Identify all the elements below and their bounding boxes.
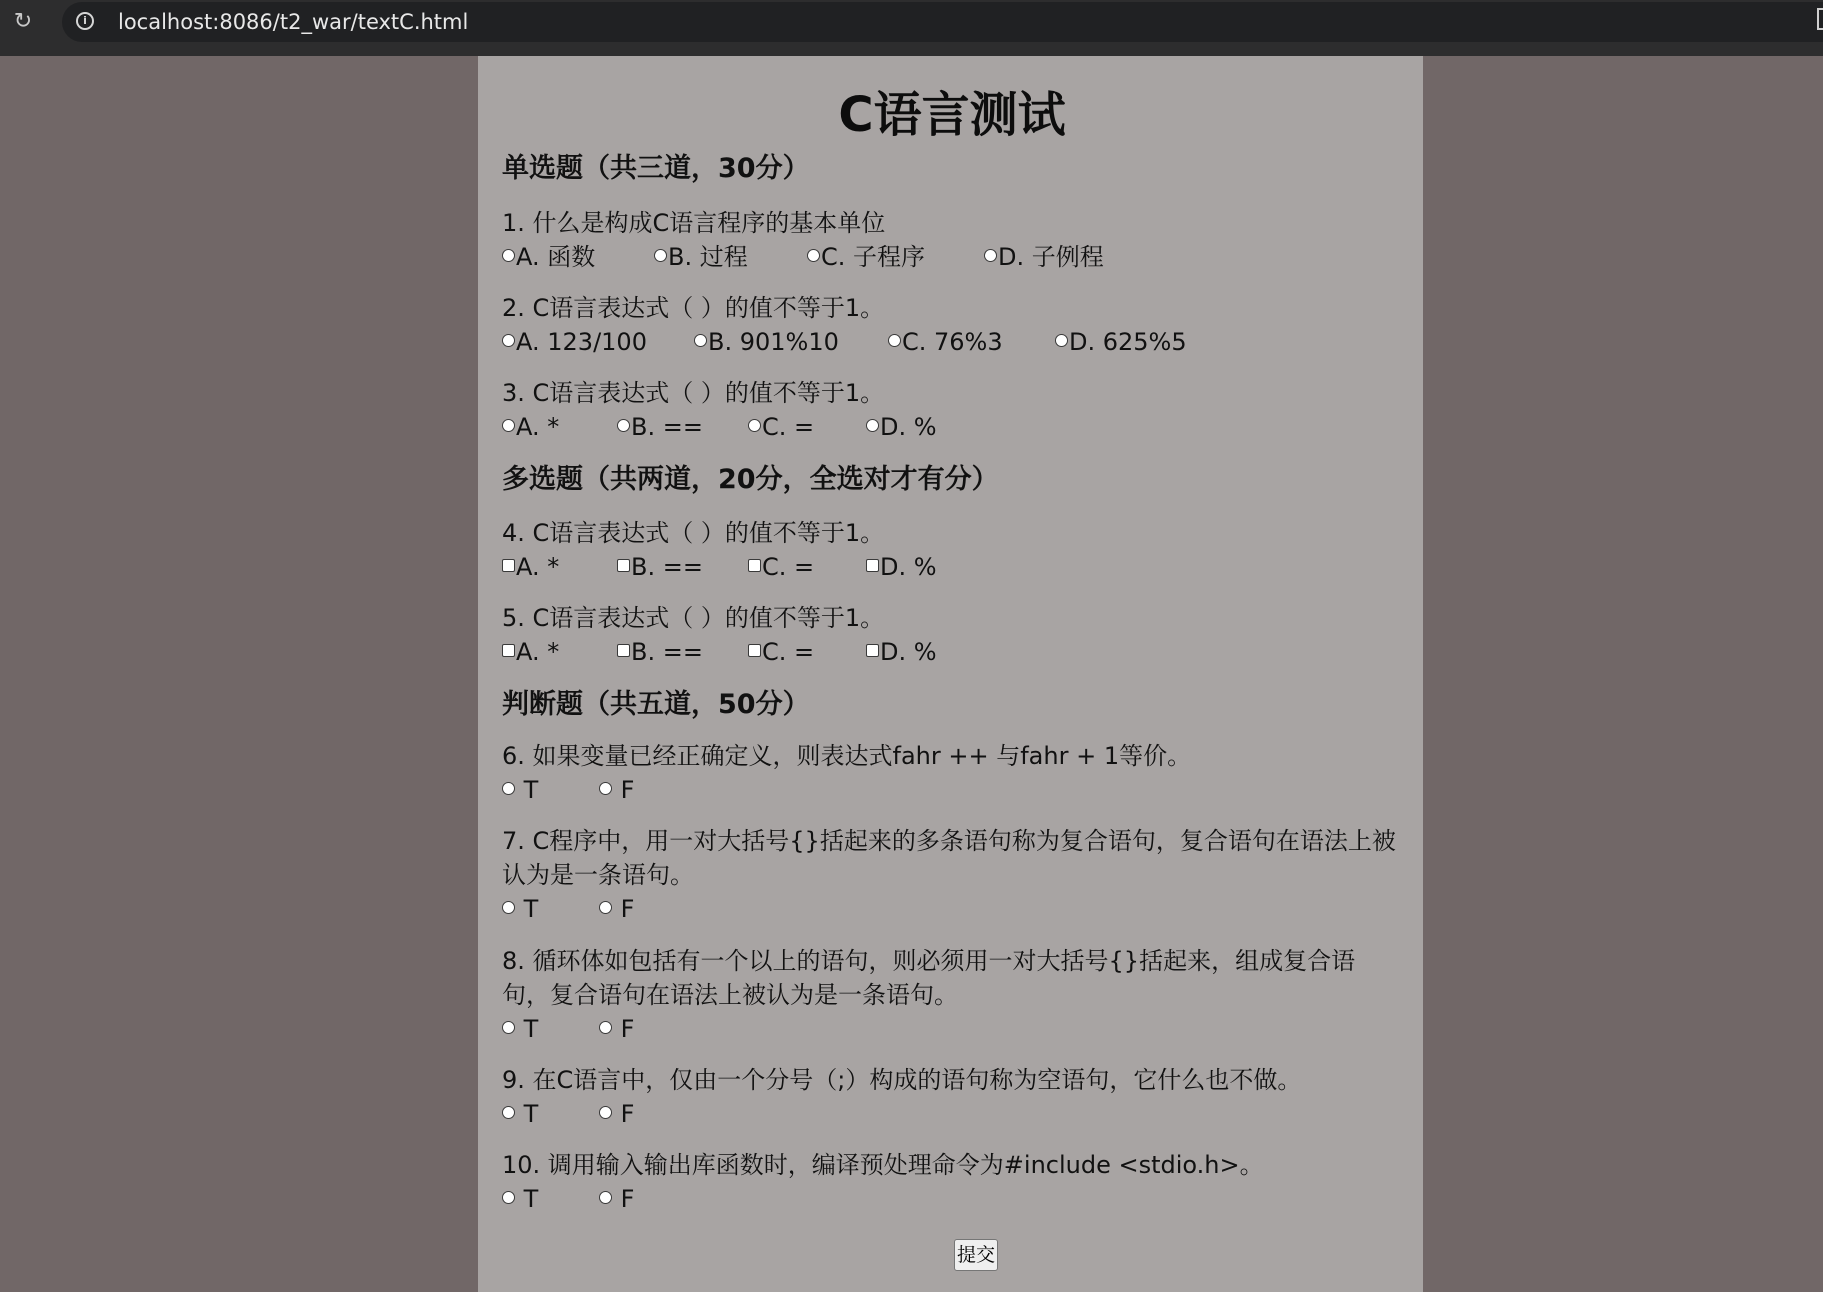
option-label: T [523,895,539,923]
option-label: F [620,1185,635,1213]
option-q4-d[interactable] [866,550,937,584]
checkbox[interactable] [502,559,515,572]
url-text[interactable]: localhost:8086/t2_war/textC.html [118,10,469,34]
option-q2-a[interactable] [502,325,647,359]
checkbox[interactable] [617,559,630,572]
option-q10-t[interactable] [502,1182,538,1216]
option-label: F [620,776,635,804]
question-text: 7. C程序中，用一对大括号{}括起来的多条语句称为复合语句，复合语句在语法上被认为是一条语句。 [502,827,1396,889]
option-label: F [620,895,635,923]
option-label: F [620,1015,635,1043]
question-text: 1. 什么是构成C语言程序的基本单位 [502,209,886,237]
section-title-multi: 多选题（共两道，20分，全选对才有分） [502,464,999,495]
option-label: C. = [762,638,815,666]
radio-button[interactable] [502,1106,515,1119]
radio-button[interactable] [866,419,879,432]
radio-button[interactable] [1055,334,1068,347]
question-text: 9. 在C语言中，仅由一个分号（;）构成的语句称为空语句，它什么也不做。 [502,1066,1302,1094]
side-panel-icon[interactable] [1817,8,1823,30]
page-title: C语言测试 [838,87,1066,143]
option-label: A. * [516,638,560,666]
option-q1-d[interactable] [984,240,1104,274]
option-q3-d[interactable] [866,410,937,444]
option-q8-f[interactable] [599,1012,634,1046]
checkbox[interactable] [748,644,761,657]
radio-button[interactable] [617,419,630,432]
option-q7-f[interactable] [599,892,634,926]
radio-button[interactable] [502,419,515,432]
option-q3-a[interactable] [502,410,559,444]
option-q7-t[interactable] [502,892,538,926]
question-text: 4. C语言表达式（ ）的值不等于1。 [502,519,885,547]
option-q5-a[interactable] [502,635,559,669]
option-label: C. 76%3 [902,328,1003,356]
option-label: A. * [516,553,560,581]
checkbox[interactable] [617,644,630,657]
option-label: B. 过程 [668,243,748,271]
radio-button[interactable] [748,419,761,432]
option-label: T [523,1015,539,1043]
question-text: 8. 循环体如包括有一个以上的语句，则必须用一对大括号{}括起来，组成复合语句，复合语句在语法上被认为是一条语句。 [502,947,1356,1009]
question-text: 10. 调用输入输出库函数时，编译预处理命令为#include <stdio.h>。 [502,1151,1264,1179]
option-q3-b[interactable] [617,410,703,444]
option-label: D. % [880,638,937,666]
option-q8-t[interactable] [502,1012,538,1046]
checkbox[interactable] [748,559,761,572]
question-text: 2. C语言表达式（ ）的值不等于1。 [502,294,885,322]
radio-button[interactable] [502,334,515,347]
checkbox[interactable] [502,644,515,657]
site-info-icon[interactable]: i [76,12,94,30]
radio-button[interactable] [654,249,667,262]
option-q6-f[interactable] [599,773,634,807]
radio-button[interactable] [694,334,707,347]
option-q1-c[interactable] [807,240,925,274]
option-label: T [523,1185,539,1213]
submit-button[interactable]: 提交 [954,1239,998,1271]
radio-button[interactable] [984,249,997,262]
radio-button[interactable] [888,334,901,347]
quiz-panel [478,56,1423,1292]
option-q1-a[interactable] [502,240,595,274]
radio-button[interactable] [502,1191,515,1204]
option-label: D. % [880,553,937,581]
option-q5-d[interactable] [866,635,937,669]
option-q6-t[interactable] [502,773,538,807]
option-label: A. * [516,413,560,441]
radio-button[interactable] [599,1021,612,1034]
radio-button[interactable] [599,782,612,795]
option-label: A. 函数 [516,243,596,271]
option-q4-a[interactable] [502,550,559,584]
option-label: C. = [762,413,815,441]
option-label: T [523,1100,539,1128]
radio-button[interactable] [599,1191,612,1204]
option-q4-b[interactable] [617,550,703,584]
option-q5-b[interactable] [617,635,703,669]
browser-toolbar [0,0,1823,56]
radio-button[interactable] [502,249,515,262]
option-label: F [620,1100,635,1128]
section-title-judge: 判断题（共五道，50分） [502,689,810,720]
option-q9-t[interactable] [502,1097,538,1131]
option-q10-f[interactable] [599,1182,634,1216]
option-q4-c[interactable] [748,550,814,584]
option-q2-d[interactable] [1055,325,1187,359]
reload-icon[interactable]: ↻ [13,9,33,34]
question-text: 3. C语言表达式（ ）的值不等于1。 [502,379,885,407]
address-bar[interactable] [62,2,1823,42]
option-label: D. 625%5 [1069,328,1187,356]
radio-button[interactable] [502,1021,515,1034]
option-q9-f[interactable] [599,1097,634,1131]
radio-button[interactable] [502,901,515,914]
option-label: C. 子程序 [821,243,926,271]
option-label: A. 123/100 [516,328,647,356]
radio-button[interactable] [599,1106,612,1119]
option-q2-b[interactable] [694,325,839,359]
option-q2-c[interactable] [888,325,1003,359]
option-label: B. == [631,413,703,441]
option-q3-c[interactable] [748,410,814,444]
option-label: B. == [631,638,703,666]
radio-button[interactable] [502,782,515,795]
option-label: C. = [762,553,815,581]
option-q1-b[interactable] [654,240,748,274]
question-text: 5. C语言表达式（ ）的值不等于1。 [502,604,885,632]
question-text: 6. 如果变量已经正确定义，则表达式fahr ++ 与fahr + 1等价。 [502,742,1192,770]
radio-button[interactable] [599,901,612,914]
radio-button[interactable] [807,249,820,262]
section-title-single: 单选题（共三道，30分） [502,153,810,184]
checkbox[interactable] [866,644,879,657]
option-q5-c[interactable] [748,635,814,669]
checkbox[interactable] [866,559,879,572]
option-label: T [523,776,539,804]
option-label: D. 子例程 [998,243,1104,271]
option-label: B. == [631,553,703,581]
option-label: B. 901%10 [708,328,839,356]
option-label: D. % [880,413,937,441]
